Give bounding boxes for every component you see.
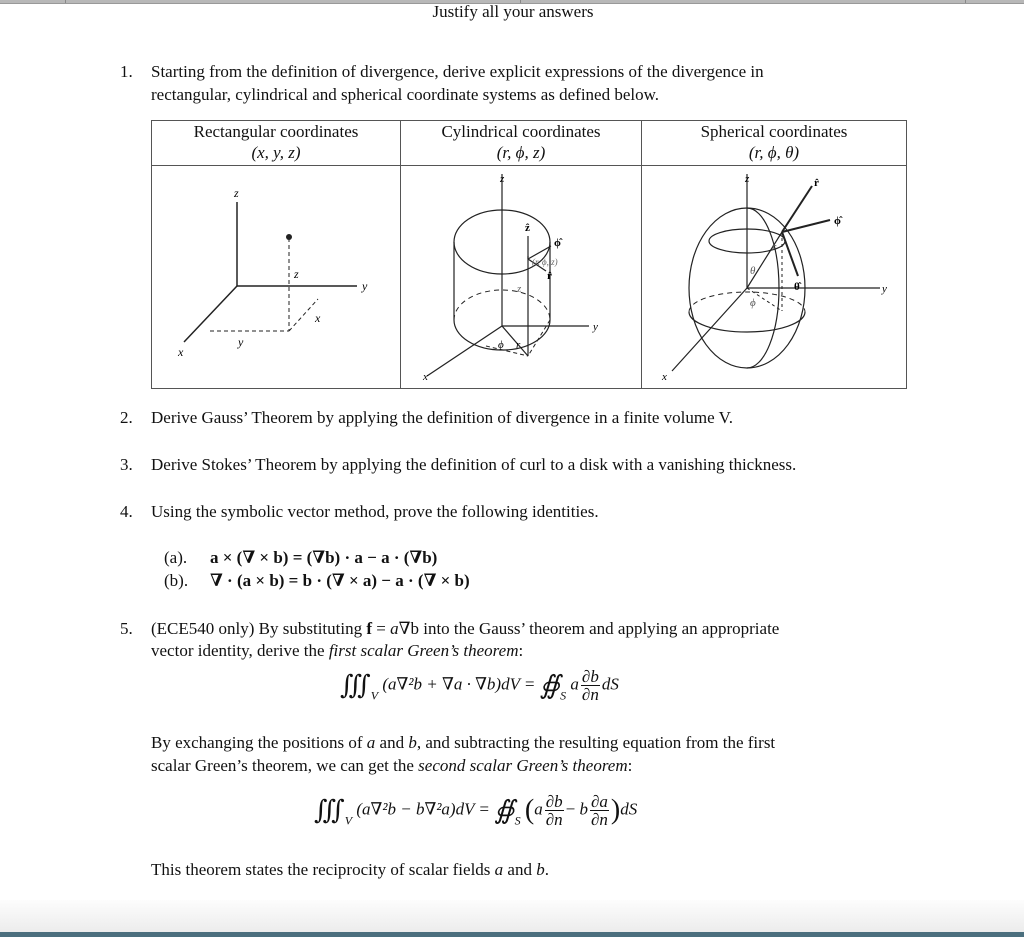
question-3-number: 3. (120, 455, 133, 474)
component-x: x (315, 311, 321, 325)
text: V (344, 813, 353, 828)
component-y: y (238, 335, 244, 349)
text: second scalar Green’s theorem (418, 756, 628, 775)
radius-r: r (772, 241, 777, 253)
header-cylindrical (401, 121, 642, 166)
identity-a-formula: a × (∇ × b) = (∇b) · a − a · (∇b) (210, 548, 438, 567)
question-4-number: 4. (120, 502, 133, 521)
text: a (390, 619, 399, 638)
text: ∂b (581, 667, 599, 686)
coordinate-systems-table (151, 120, 907, 389)
axis-label-z: z (234, 186, 239, 200)
point-label: (r, ϕ, z) (532, 257, 558, 267)
text: first scalar Green’s theorem (328, 641, 519, 660)
text: (a∇²b + ∇a · ∇b)dV = (382, 674, 536, 694)
unit-z-hat: ẑ (525, 222, 530, 234)
column-vars: (x, y, z) (251, 143, 301, 162)
question-1-line-2: rectangular, cylindrical and spherical coordinate systems as defined below. (151, 85, 660, 104)
axis-label-x: x (178, 345, 184, 359)
text: b (579, 799, 588, 819)
header-spherical (642, 121, 907, 166)
height-z: z (517, 283, 522, 295)
text: and (375, 733, 409, 752)
text: scalar Green’s theorem, we can get the (151, 756, 419, 775)
text: ∂a (590, 792, 608, 811)
header-rectangular (152, 121, 401, 166)
text: ∂b (545, 792, 563, 811)
component-z: z (294, 267, 299, 281)
surface-integral-symbol: ∯ (494, 795, 515, 825)
text: vector identity, derive the (151, 641, 329, 660)
identity-b-label: (b). (164, 571, 189, 590)
rectangular-figure (152, 166, 401, 389)
text: By exchanging the positions of (151, 733, 367, 752)
unit-r-hat: r̂ (814, 177, 819, 189)
text: : (627, 756, 633, 775)
column-title: Rectangular coordinates (193, 122, 359, 141)
unit-r-hat: r̂ (547, 270, 552, 282)
text: a (534, 799, 543, 819)
text: a (494, 860, 504, 879)
fraction (545, 793, 564, 828)
question-5-number: 5. (120, 619, 133, 638)
text: dS (601, 674, 619, 694)
question-2-text: Derive Gauss’ Theorem by applying the definition of divergence in a finite volume V. (151, 408, 733, 427)
question-1-number: 1. (120, 62, 133, 81)
text: S (560, 688, 567, 703)
text: V (370, 688, 379, 703)
axis-label-y: y (882, 283, 887, 295)
text: b (536, 860, 545, 879)
axis-label-z: z (745, 173, 750, 185)
radius-r: r (516, 339, 521, 351)
text: ∂n (581, 685, 599, 704)
text: a (570, 674, 579, 694)
fraction (581, 668, 600, 703)
question-4-text: Using the symbolic vector method, prove the following identities. (151, 502, 599, 521)
paragraph-2-line-1 (151, 733, 775, 753)
text: ∇b (398, 619, 419, 638)
text: a (366, 733, 376, 752)
identity-a-label: (a). (164, 548, 188, 567)
text: ( (524, 794, 535, 826)
axis-label-y: y (362, 279, 368, 293)
question-2-number: 2. (120, 408, 133, 427)
triple-integral-symbol: ∭ (314, 795, 345, 825)
axis-label-x: x (662, 371, 667, 383)
identity-b-formula: ∇ · (a × b) = b · (∇ × a) − a · (∇ × b) (210, 571, 470, 590)
text: f (366, 619, 373, 638)
cylindrical-figure (401, 166, 642, 389)
column-vars: (r, ϕ, z) (496, 143, 546, 162)
axis-label-x: x (423, 371, 428, 383)
spherical-figure (642, 166, 907, 389)
text: (a∇²b − b∇²a)dV = (356, 799, 490, 819)
fraction (590, 793, 609, 828)
text: b (408, 733, 417, 752)
text: This theorem states the reciprocity of scalar fields (151, 860, 495, 879)
unit-phi-hat: ϕ̂ (834, 215, 841, 227)
text: (ECE540 only) By substituting (151, 619, 367, 638)
window-bottom-bar (0, 932, 1024, 937)
text: ∂n (545, 810, 563, 829)
text: : (518, 641, 524, 660)
axis-label-z: z (500, 173, 505, 185)
text: dS (620, 799, 638, 819)
first-green-theorem (340, 668, 619, 703)
text: S (514, 813, 521, 828)
text: = (372, 619, 391, 638)
angle-theta: θ (750, 265, 756, 277)
question-1-line-1: Starting from the definition of divergence, derive explicit expressions of the divergence in (151, 62, 764, 81)
text: . (544, 860, 549, 879)
question-5-line-1 (151, 619, 779, 639)
unit-theta-hat: θ̂ (794, 281, 800, 293)
triple-integral-symbol: ∭ (340, 670, 371, 700)
angle-phi: ϕ (498, 339, 504, 351)
axis-label-y: y (593, 321, 598, 333)
text: ∂n (590, 810, 608, 829)
column-title: Cylindrical coordinates (441, 122, 601, 141)
text: ) (610, 794, 621, 826)
surface-integral-symbol: ∯ (539, 670, 561, 700)
column-title: Spherical coordinates (700, 122, 848, 141)
text: and (503, 860, 537, 879)
column-vars: (r, ϕ, θ) (748, 143, 800, 162)
page-title: Justify all your answers (432, 2, 594, 21)
unit-phi-hat: ϕ̂ (554, 237, 561, 249)
text: into the Gauss’ theorem and applying an appropriate (418, 619, 780, 638)
angle-phi: ϕ (750, 297, 756, 309)
question-5-line-2 (151, 641, 523, 661)
text: − (565, 799, 576, 819)
text: , and subtracting the resulting equation from the first (416, 733, 776, 752)
page-bottom-edge (0, 900, 1024, 933)
closing-sentence (151, 860, 549, 880)
question-3-text: Derive Stokes’ Theorem by applying the definition of curl to a disk with a vanishing thickness. (151, 455, 797, 474)
paragraph-2-line-2 (151, 756, 632, 776)
second-green-theorem (314, 793, 637, 828)
